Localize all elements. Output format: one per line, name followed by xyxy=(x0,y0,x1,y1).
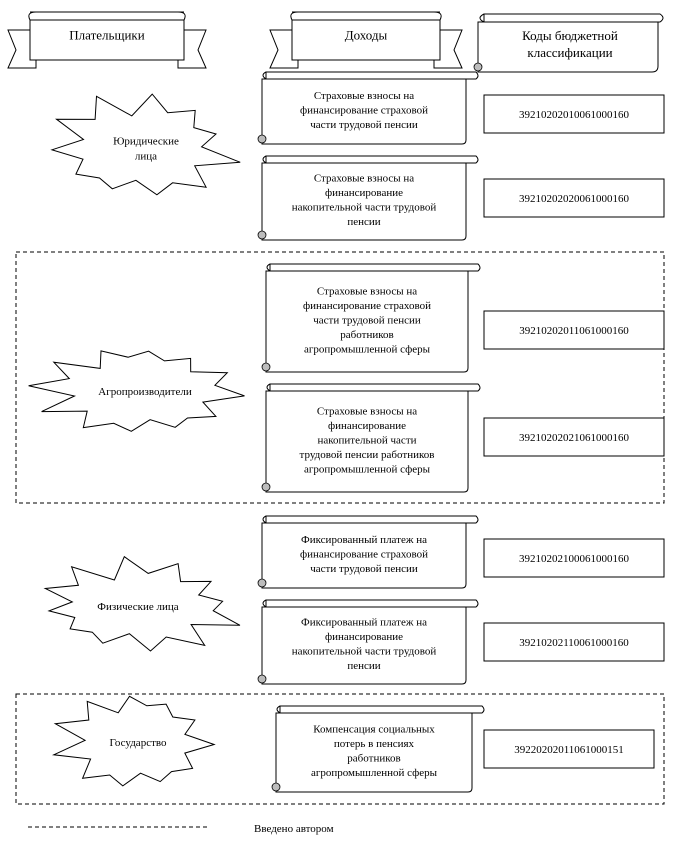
code-value: 39210202010061000160 xyxy=(519,109,629,121)
header-banner-income xyxy=(270,12,462,68)
income-line: трудовой пенсии работников xyxy=(299,448,435,461)
income-item xyxy=(258,600,478,684)
code-value: 39210202021061000160 xyxy=(519,432,629,444)
code-box xyxy=(484,623,664,661)
code-value: 39210202110061000160 xyxy=(519,637,629,649)
header-banner-payers xyxy=(8,12,206,68)
payer-legal-entities xyxy=(52,94,240,195)
code-value: 39210202100061000160 xyxy=(519,553,629,565)
code-box xyxy=(484,311,664,349)
income-line: финансирование страховой xyxy=(302,299,432,312)
header-title-codes: классификации xyxy=(527,45,613,61)
payer-state xyxy=(54,696,214,786)
code-value: 39220202011061000151 xyxy=(514,744,624,756)
income-line: части трудовой пенсии xyxy=(313,314,421,327)
income-line: Фиксированный платеж на xyxy=(301,616,427,629)
income-line: агропромышленной сферы xyxy=(303,463,431,476)
income-line: агропромышленной сферы xyxy=(310,767,438,780)
income-line: Фиксированный платеж на xyxy=(301,533,427,546)
income-line: финансирование страховой xyxy=(299,104,429,117)
income-line: Страховые взносы на xyxy=(316,285,418,298)
header-scroll-codes xyxy=(474,14,663,72)
header-title-payers: Плательщики xyxy=(69,27,145,43)
income-line: работников xyxy=(340,328,394,341)
income-item xyxy=(272,706,484,792)
income-line: финансирование страховой xyxy=(299,548,429,561)
income-item xyxy=(258,516,478,588)
code-box xyxy=(484,418,664,456)
income-item xyxy=(262,384,480,492)
code-value: 39210202020061000160 xyxy=(519,193,629,205)
income-line: Страховые взносы на xyxy=(313,89,415,102)
code-box xyxy=(484,179,664,217)
payer-label: Юридические xyxy=(113,135,179,148)
code-box xyxy=(484,730,654,768)
income-line: потерь в пенсиях xyxy=(333,738,415,751)
income-line: накопительной части трудовой xyxy=(291,645,437,658)
income-item xyxy=(262,264,480,372)
legend-label: Введено автором xyxy=(254,823,334,835)
payer-label: Государство xyxy=(109,736,167,749)
payer-individuals xyxy=(45,557,240,651)
income-line: накопительной части xyxy=(317,434,417,447)
income-item xyxy=(258,156,478,240)
income-line: Компенсация социальных xyxy=(313,723,435,736)
income-line: финансирование xyxy=(327,419,407,432)
code-value: 39210202011061000160 xyxy=(519,325,629,337)
income-line: финансирование xyxy=(324,187,404,200)
income-line: Страховые взносы на xyxy=(313,172,415,185)
income-line: пенсии xyxy=(347,216,381,229)
payer-label: Физические лица xyxy=(97,600,179,613)
code-box xyxy=(484,95,664,133)
header-title-codes: Коды бюджетной xyxy=(522,28,618,44)
payer-agro-producers xyxy=(29,351,245,431)
income-line: пенсии xyxy=(347,660,381,673)
payer-label: лица xyxy=(134,150,158,163)
income-line: работников xyxy=(347,752,401,765)
income-line: Страховые взносы на xyxy=(316,405,418,418)
code-box xyxy=(484,539,664,577)
income-line: части трудовой пенсии xyxy=(310,118,418,131)
header-title-income: Доходы xyxy=(344,27,388,43)
income-item xyxy=(258,72,478,144)
payer-label: Агропроизводители xyxy=(98,385,192,398)
income-line: части трудовой пенсии xyxy=(310,562,418,575)
income-line: накопительной части трудовой xyxy=(291,201,437,214)
income-line: финансирование xyxy=(324,631,404,644)
income-line: агропромышленной сферы xyxy=(303,343,431,356)
